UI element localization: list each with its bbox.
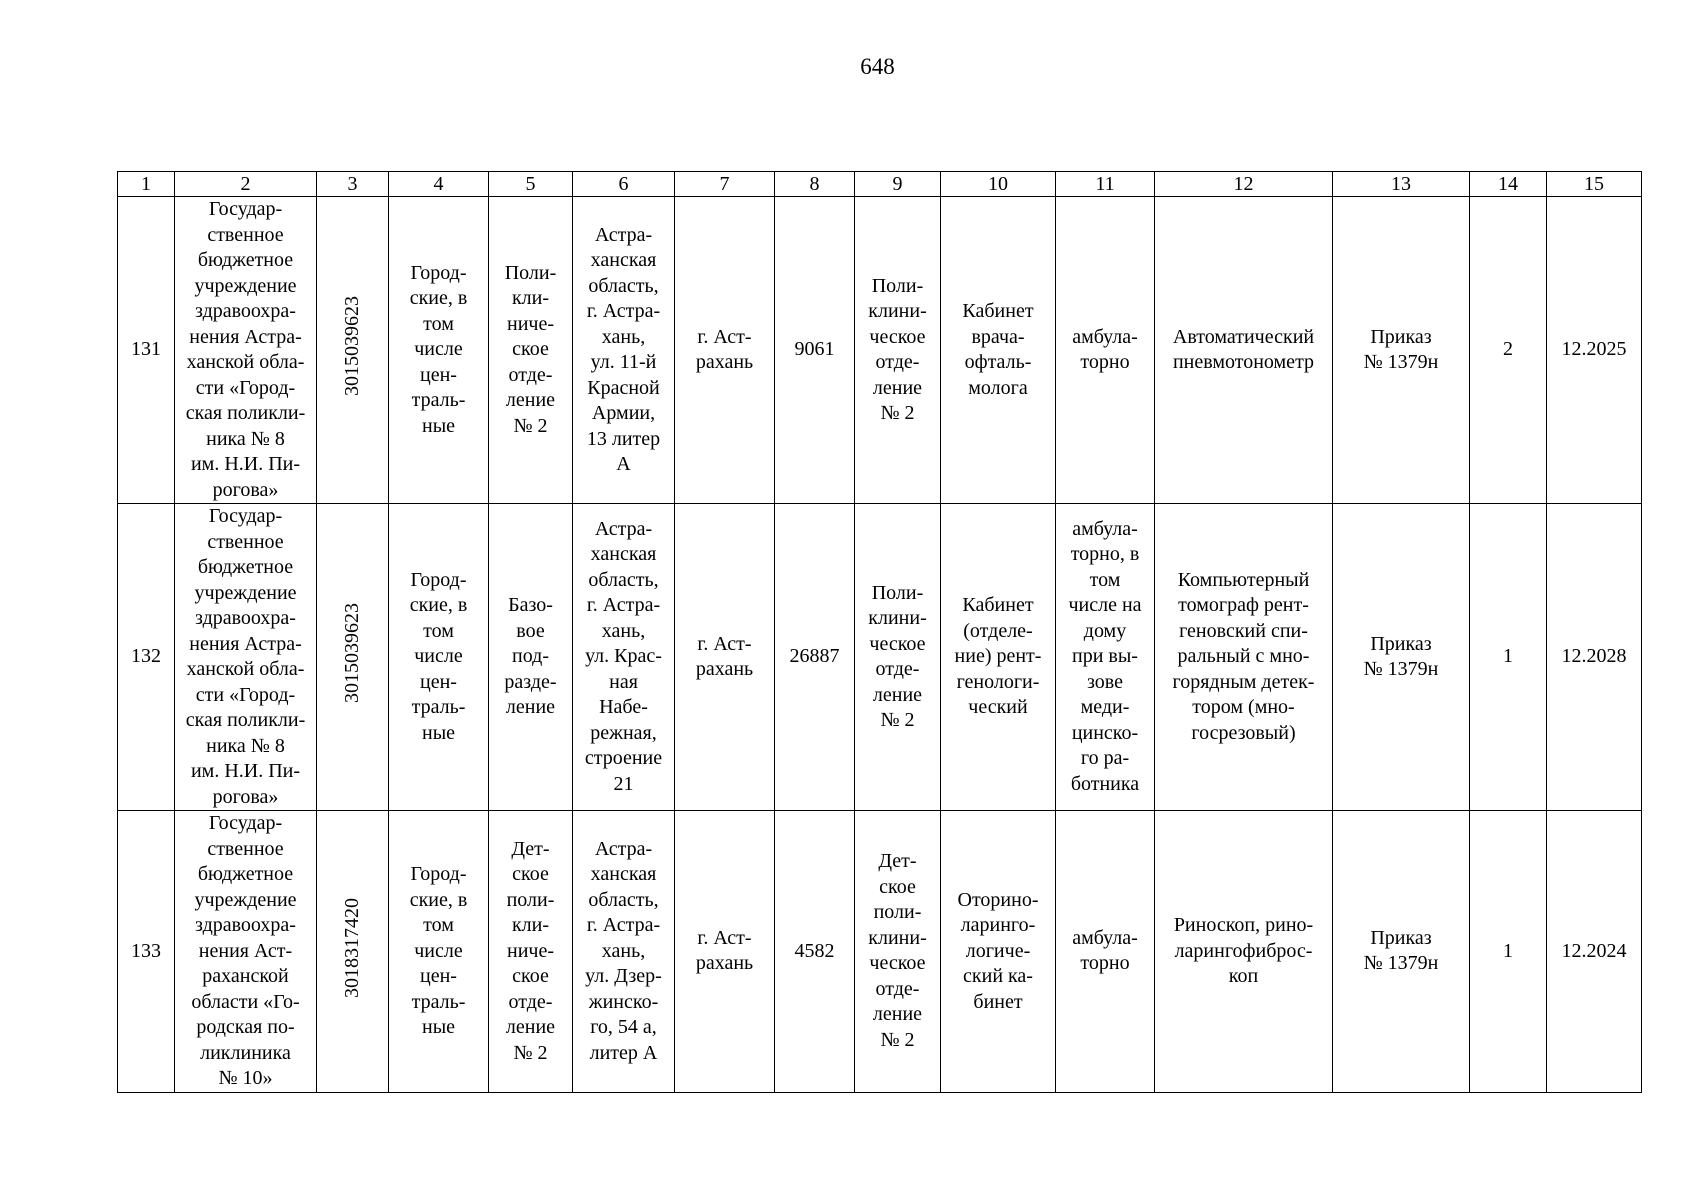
column-header: 2 — [175, 172, 317, 197]
inn-value: 3015039623 — [340, 603, 363, 704]
inn-cell — [317, 811, 389, 1093]
row-number: 133 — [118, 811, 175, 1093]
inn-cell — [317, 504, 389, 811]
equipment-cell: Компьютерный томограф рент- геновский спи- ральный с мно- горядным детек- тором (мно- госрезовый) — [1155, 504, 1333, 811]
column-header: 10 — [941, 172, 1056, 197]
column-header: 5 — [489, 172, 573, 197]
count-cell: 9061 — [775, 197, 855, 504]
organization-name: Государ- ственное бюджетное учреждение здравоохра- нения Астра- ханской обла- сти «Город- ская поликли- ника № 8 им. Н.И. Пи- рогова» — [175, 197, 317, 504]
care-mode-cell: амбула- торно — [1056, 811, 1155, 1093]
address-cell: Астра- ханская область, г. Астра- хань, ул. 11-й Красной Армии, 13 литер А — [573, 197, 675, 504]
quantity-cell: 1 — [1470, 504, 1547, 811]
equipment-table — [117, 171, 1642, 1093]
type-cell: Город- ские, в том числе цен- траль- ные — [389, 504, 489, 811]
room-cell: Кабинет врача- офталь- молога — [941, 197, 1056, 504]
count-cell: 26887 — [775, 504, 855, 811]
department-cell: Дет- ское поли- клини- ческое отде- ление № 2 — [855, 811, 941, 1093]
column-header: 3 — [317, 172, 389, 197]
column-header: 6 — [573, 172, 675, 197]
inn-value: 3015039623 — [340, 296, 363, 397]
subdivision-cell: Поли- кли- ниче- ское отде- ление № 2 — [489, 197, 573, 504]
address-cell: Астра- ханская область, г. Астра- хань, ул. Крас- ная Набе- режная, строение 21 — [573, 504, 675, 811]
table-row — [118, 197, 1642, 504]
subdivision-cell: Базо- вое под- разде- ление — [489, 504, 573, 811]
city-cell: г. Аст- рахань — [675, 811, 775, 1093]
room-cell: Кабинет (отделе- ние) рент- генологи- ческий — [941, 504, 1056, 811]
column-header: 7 — [675, 172, 775, 197]
equipment-cell: Автоматический пневмотонометр — [1155, 197, 1333, 504]
column-header: 9 — [855, 172, 941, 197]
quantity-cell: 2 — [1470, 197, 1547, 504]
room-cell: Оторино- ларинго- логиче- ский ка- бинет — [941, 811, 1056, 1093]
department-cell: Поли- клини- ческое отде- ление № 2 — [855, 504, 941, 811]
city-cell: г. Аст- рахань — [675, 504, 775, 811]
organization-name: Государ- ственное бюджетное учреждение здравоохра- нения Аст- раханской области «Го- родская по- ликлиника № 10» — [175, 811, 317, 1093]
column-header: 8 — [775, 172, 855, 197]
row-number: 131 — [118, 197, 175, 504]
date-cell: 12.2024 — [1547, 811, 1642, 1093]
column-header: 14 — [1470, 172, 1547, 197]
table-row — [118, 811, 1642, 1093]
inn-cell — [317, 197, 389, 504]
order-cell: Приказ № 1379н — [1333, 811, 1470, 1093]
column-header: 13 — [1333, 172, 1470, 197]
order-cell: Приказ № 1379н — [1333, 504, 1470, 811]
order-cell: Приказ № 1379н — [1333, 197, 1470, 504]
column-header: 4 — [389, 172, 489, 197]
column-header: 1 — [118, 172, 175, 197]
care-mode-cell: амбула- торно, в том числе на дому при вы- зове меди- цинско- го ра- ботника — [1056, 504, 1155, 811]
organization-name: Государ- ственное бюджетное учреждение здравоохра- нения Астра- ханской обла- сти «Город- ская поликли- ника № 8 им. Н.И. Пи- рогова» — [175, 504, 317, 811]
subdivision-cell: Дет- ское поли- кли- ниче- ское отде- ление № 2 — [489, 811, 573, 1093]
date-cell: 12.2025 — [1547, 197, 1642, 504]
city-cell: г. Аст- рахань — [675, 197, 775, 504]
table-header-row — [118, 172, 1642, 197]
column-header: 12 — [1155, 172, 1333, 197]
quantity-cell: 1 — [1470, 811, 1547, 1093]
date-cell: 12.2028 — [1547, 504, 1642, 811]
inn-value: 3018317420 — [340, 897, 363, 998]
column-header: 15 — [1547, 172, 1642, 197]
equipment-cell: Риноскоп, рино- ларингофиброс- коп — [1155, 811, 1333, 1093]
column-header: 11 — [1056, 172, 1155, 197]
table-row — [118, 504, 1642, 811]
row-number: 132 — [118, 504, 175, 811]
address-cell: Астра- ханская область, г. Астра- хань, ул. Дзер- жинско- го, 54 а, литер А — [573, 811, 675, 1093]
care-mode-cell: амбула- торно — [1056, 197, 1155, 504]
count-cell: 4582 — [775, 811, 855, 1093]
page-number: 648 — [860, 54, 895, 79]
department-cell: Поли- клини- ческое отде- ление № 2 — [855, 197, 941, 504]
type-cell: Город- ские, в том числе цен- траль- ные — [389, 811, 489, 1093]
type-cell: Город- ские, в том числе цен- траль- ные — [389, 197, 489, 504]
